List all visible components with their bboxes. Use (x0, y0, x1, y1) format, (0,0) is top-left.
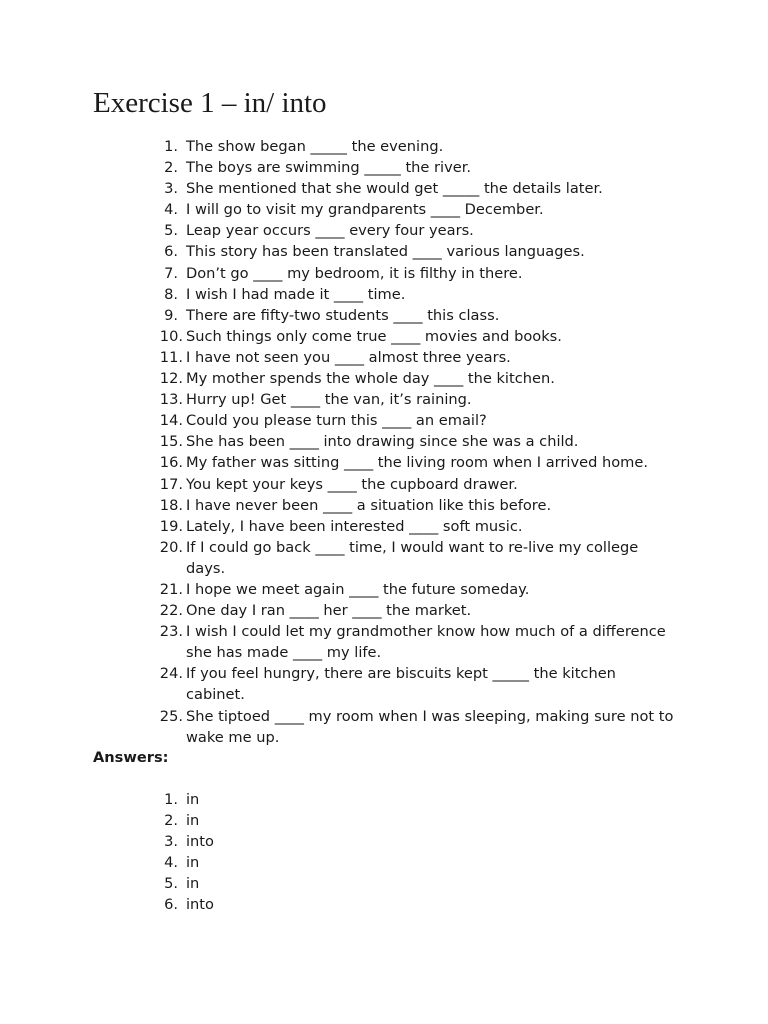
answer-text: in (186, 791, 200, 808)
question-text: She has been ____ into drawing since she was a child. (186, 433, 579, 451)
question-text: If you feel hungry, there are biscuits kept _____ the kitchen cabinet. (186, 665, 616, 704)
question-text: The boys are swimming _____ the river. (186, 159, 472, 177)
question-item (0, 389, 676, 410)
question-text: Lately, I have been interested ____ soft music. (186, 517, 523, 535)
question-item (0, 600, 676, 621)
page-title: Exercise 1 – in/ into (93, 87, 327, 119)
answer-number: 5. (164, 875, 178, 893)
question-item (0, 263, 676, 284)
question-number: 8. (164, 285, 178, 303)
question-item (0, 495, 676, 516)
question-item (0, 241, 676, 262)
question-number: 4. (164, 201, 178, 219)
question-number: 16. (159, 454, 183, 472)
question-number: 1. (164, 138, 178, 155)
question-item (0, 474, 676, 495)
answers-heading: Answers: (93, 749, 169, 766)
question-item (0, 537, 676, 579)
question-text: Such things only come true ____ movies and books. (186, 327, 562, 345)
question-item (0, 347, 676, 368)
question-text: Could you please turn this ____ an email? (186, 412, 487, 430)
question-item (0, 516, 676, 537)
question-text: There are fifty-two students ____ this class. (186, 306, 500, 324)
question-text: My mother spends the whole day ____ the kitchen. (186, 370, 555, 388)
question-number: 24. (159, 665, 183, 683)
question-number: 6. (164, 243, 178, 261)
question-text: Hurry up! Get ____ the van, it’s raining. (186, 391, 472, 409)
answer-text: in (186, 812, 200, 830)
question-text: I wish I had made it ____ time. (186, 285, 406, 303)
answer-text: into (186, 896, 214, 914)
answers-list (0, 789, 768, 916)
question-item (0, 284, 676, 305)
question-number: 11. (159, 348, 183, 366)
question-text: She tiptoed ____ my room when I was sleeping, making sure not to wake me up. (186, 707, 674, 746)
question-number: 3. (164, 180, 178, 198)
question-item (0, 579, 676, 600)
question-number: 7. (164, 264, 178, 282)
exercise-list (0, 136, 768, 748)
question-text: This story has been translated ____ various languages. (186, 243, 585, 261)
answer-item (0, 894, 676, 915)
answer-number: 6. (164, 896, 178, 914)
question-text: If I could go back ____ time, I would want to re-live my college days. (186, 538, 639, 577)
question-number: 12. (159, 370, 183, 388)
question-number: 17. (159, 475, 183, 493)
question-number: 22. (159, 602, 183, 620)
question-text: The show began _____ the evening. (186, 138, 444, 155)
question-number: 15. (159, 433, 183, 451)
question-number: 23. (159, 623, 183, 641)
question-text: I have not seen you ____ almost three years. (186, 348, 511, 366)
question-item (0, 368, 676, 389)
question-item (0, 621, 676, 663)
question-number: 25. (159, 707, 183, 725)
question-item (0, 199, 676, 220)
question-item (0, 305, 676, 326)
question-number: 10. (159, 327, 183, 345)
question-number: 13. (159, 391, 183, 409)
answer-text: into (186, 833, 214, 851)
question-text: I hope we meet again ____ the future someday. (186, 580, 530, 598)
question-item (0, 410, 676, 431)
question-number: 14. (159, 412, 183, 430)
answer-number: 2. (164, 812, 178, 830)
answer-item (0, 810, 676, 831)
question-text: I will go to visit my grandparents ____ December. (186, 201, 544, 219)
answer-number: 1. (164, 791, 178, 808)
question-number: 5. (164, 222, 178, 240)
question-text: One day I ran ____ her ____ the market. (186, 602, 472, 620)
answer-item (0, 852, 676, 873)
question-text: I have never been ____ a situation like this before. (186, 496, 552, 514)
question-number: 20. (159, 538, 183, 556)
question-item (0, 220, 676, 241)
question-text: She mentioned that she would get _____ the details later. (186, 180, 603, 198)
question-number: 19. (159, 517, 183, 535)
question-text: You kept your keys ____ the cupboard drawer. (186, 475, 518, 493)
question-item (0, 452, 676, 473)
question-number: 9. (164, 306, 178, 324)
answer-item (0, 831, 676, 852)
answer-text: in (186, 854, 200, 872)
question-item (0, 136, 676, 157)
question-item (0, 706, 676, 748)
question-number: 2. (164, 159, 178, 177)
answer-number: 4. (164, 854, 178, 872)
question-text: Leap year occurs ____ every four years. (186, 222, 474, 240)
question-text: I wish I could let my grandmother know how much of a difference she has made ____ my life. (186, 623, 666, 662)
question-text: Don’t go ____ my bedroom, it is filthy in there. (186, 264, 523, 282)
answer-item (0, 789, 676, 810)
answer-text: in (186, 875, 200, 893)
question-item (0, 326, 676, 347)
question-number: 18. (159, 496, 183, 514)
question-item (0, 157, 676, 178)
question-item (0, 431, 676, 452)
question-item (0, 178, 676, 199)
question-text: My father was sitting ____ the living room when I arrived home. (186, 454, 648, 472)
answer-number: 3. (164, 833, 178, 851)
answer-item (0, 873, 676, 894)
question-item (0, 663, 676, 705)
question-number: 21. (159, 580, 183, 598)
